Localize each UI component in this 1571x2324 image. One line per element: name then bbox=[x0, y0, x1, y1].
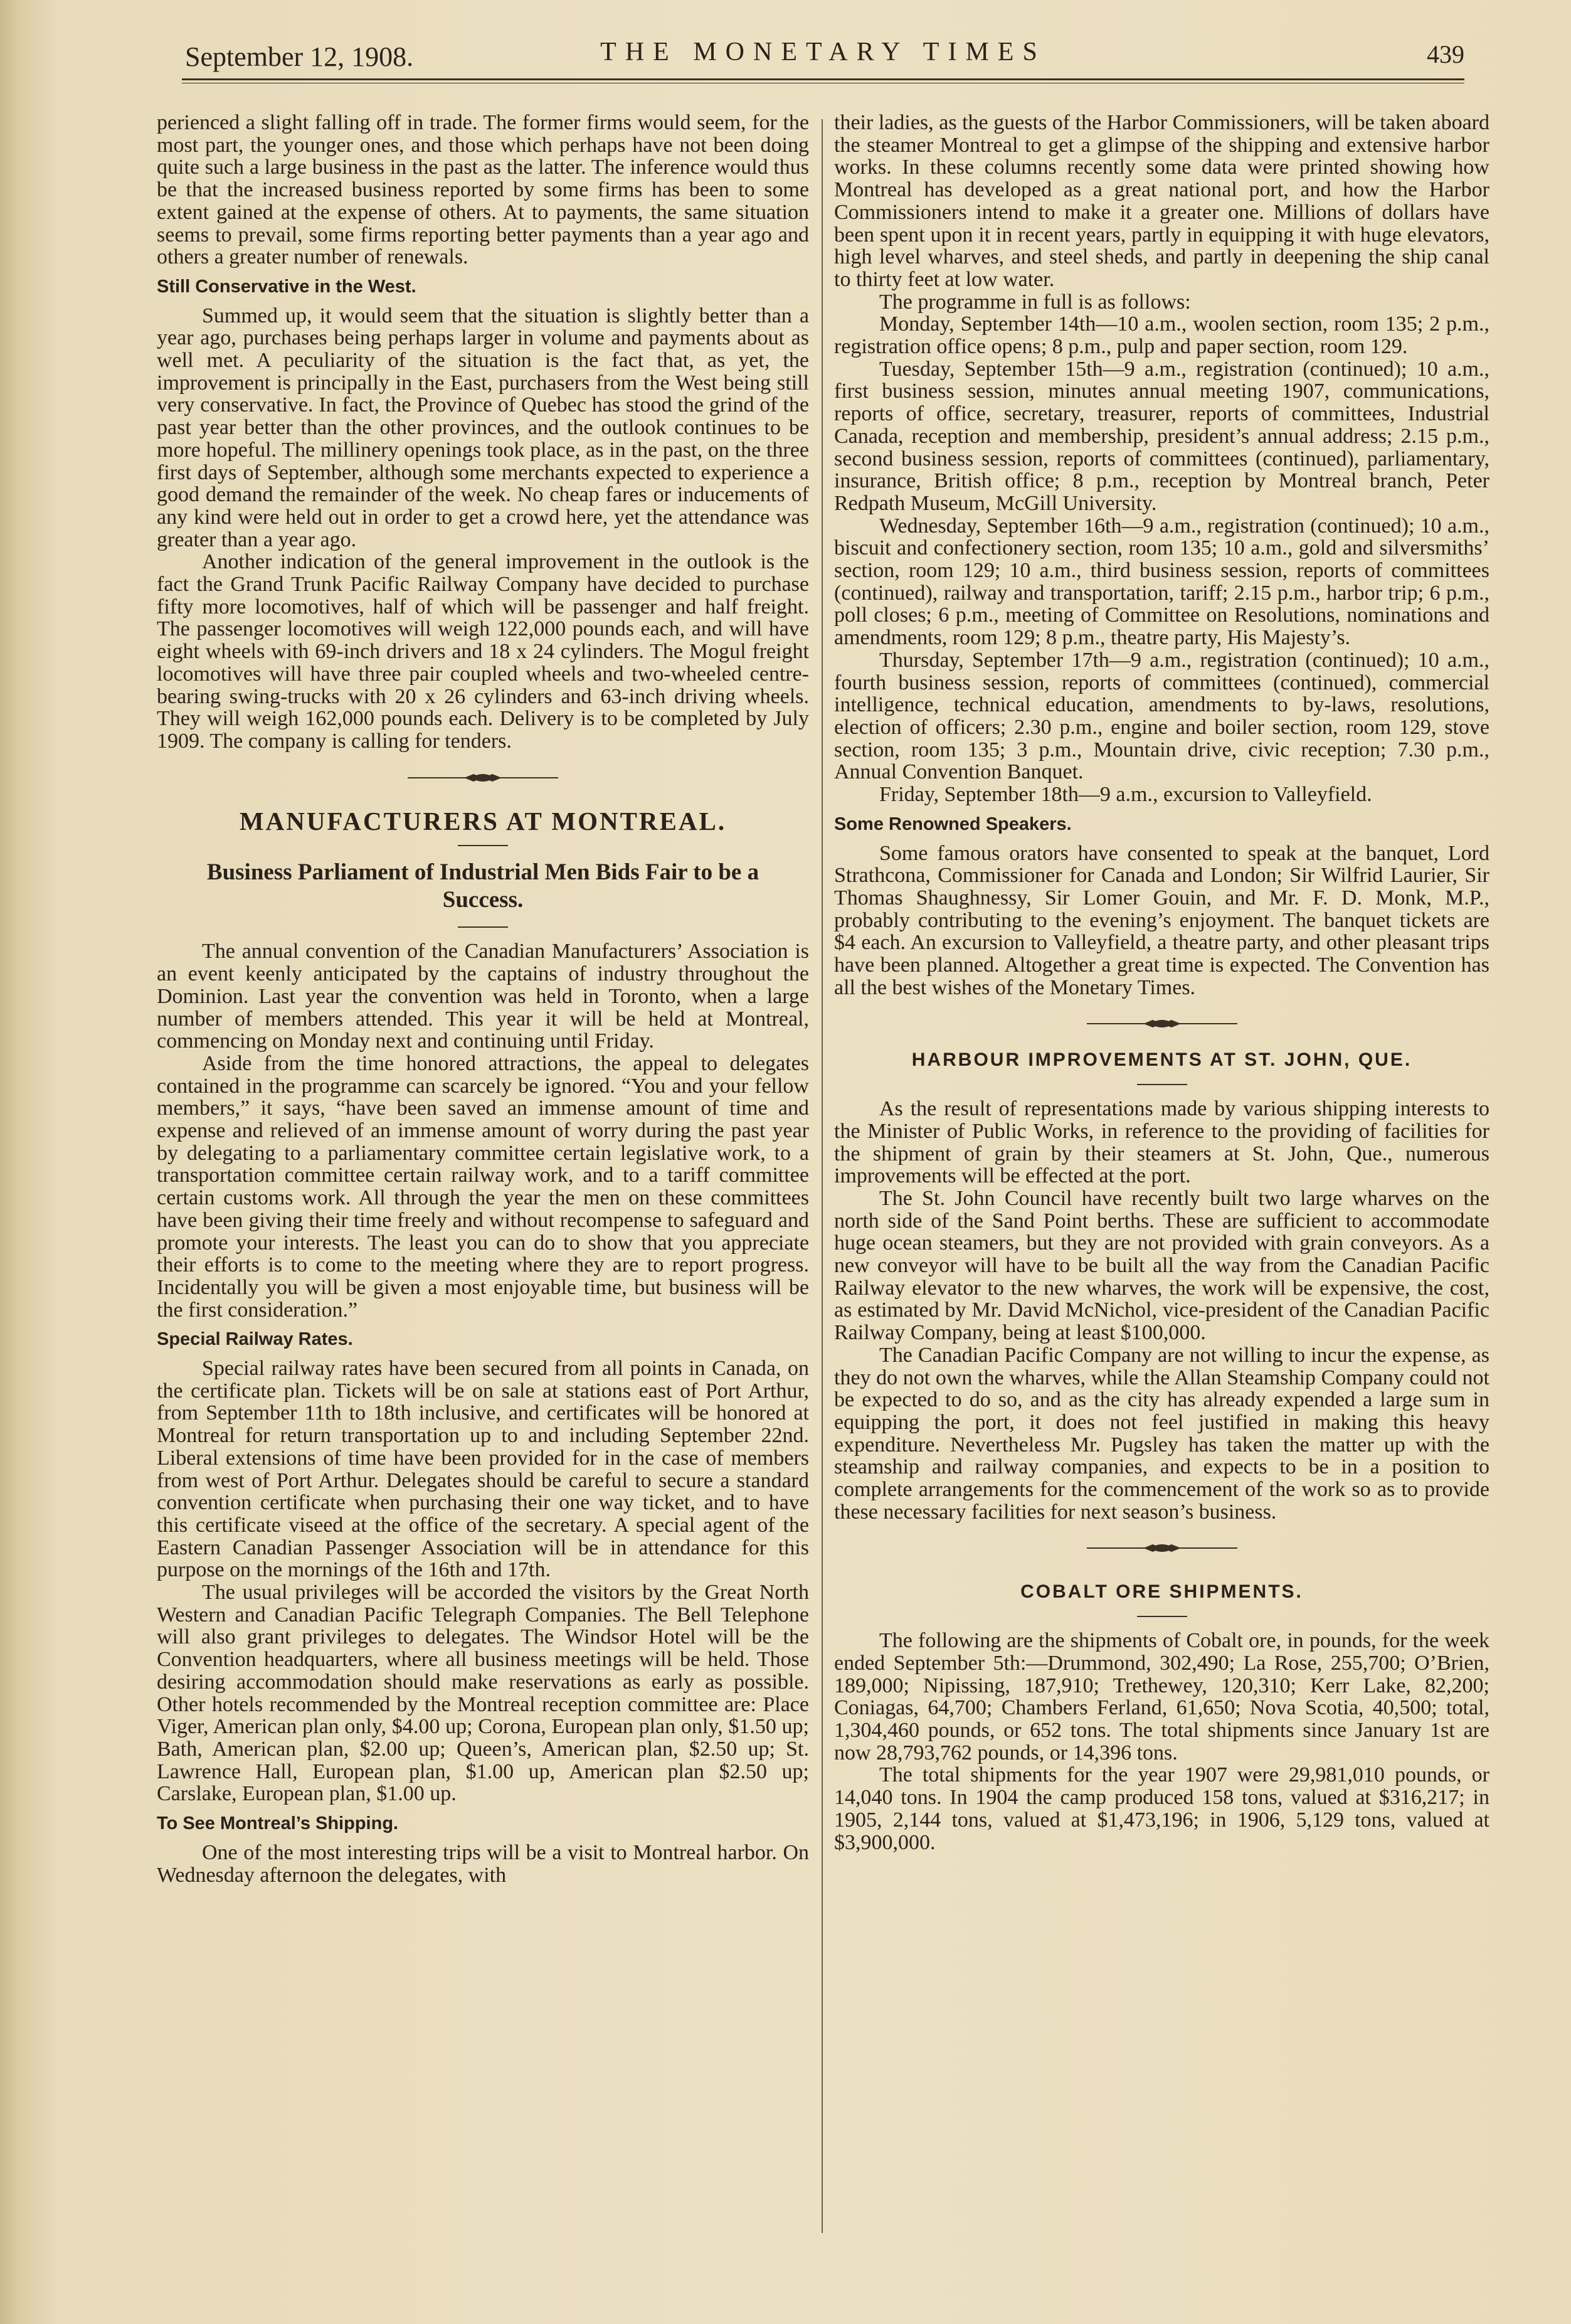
page-number: 439 bbox=[1427, 40, 1464, 68]
column-divider bbox=[822, 119, 823, 2233]
cobalt-article-title: COBALT ORE SHIPMENTS. bbox=[1020, 1581, 1303, 1603]
page-header bbox=[182, 34, 1464, 78]
paragraph: perienced a slight falling off in trade. The former firms would seem, for the most part, the younger ones, and those which perhaps have not been doing quite such a large business in the past as the latter. The inference would thus be that the increased business reported by some firms has been to some extent gained at the expense of others. At to payments, the same situation seems to prevail, some firms reporting better payments than a year ago and others a greater number of renewals. bbox=[157, 111, 809, 269]
paragraph: Wednesday, September 16th—9 a.m., registration (continued); 10 a.m., biscuit and confectionery section, room 135; 10 a.m., gold and silversmiths’ section, room 129; 10 a.m., third business session, reports of committees (continued), railway and transportation, tariff; 2.15 p.m., harbor trip; 6 p.m., poll closes; 6 p.m., meeting of Committee on Resolutions, nominations and amendments, room 129; 8 p.m., theatre party, His Majesty’s. bbox=[834, 514, 1489, 650]
harbour-article-title: HARBOUR IMPROVEMENTS AT ST. JOHN, QUE. bbox=[911, 1049, 1412, 1071]
paragraph: Special railway rates have been secured from all points in Canada, on the certificate plan. Tickets will be on sale at stations east of Port Arthur, from September 11th to 18th inclusive, and certificates will be honored at Montreal for return transportation up to and including September 22nd. Liberal extensions of time have been provided for in the case of members from west of Port Arthur. Delegates should be careful to secure a standard convention certificate when purchasing their one way ticket, and to have this certificate viseed at the office of the secretary. A special agent of the Eastern Canadian Passenger Association will be in attendance for this purpose on the mornings of the 16th and 17th. bbox=[157, 1357, 809, 1582]
subheading-rates: Special Railway Rates. bbox=[157, 1329, 353, 1350]
issue-date: September 12, 1908. bbox=[185, 41, 414, 72]
paragraph: As the result of representations made by various shipping interests to the Minister of Public Works, in reference to the providing of facilities for the shipment of grain by their steamers at St. John, Que., numerous improvements will be effected at the port. bbox=[834, 1097, 1489, 1188]
paragraph: The programme in full is as follows: bbox=[879, 290, 1191, 314]
paragraph: The Canadian Pacific Company are not willing to incur the expense, as they do not own the wharves, while the Allan Steamship Company could not be expected to do so, and as the city has already expended a large sum in equipping the port, it does not feel justified in making this heavy expenditure. Nevertheless Mr. Pugsley has taken the matter up with the steamship and railway companies, and expects to be in a position to complete arrangements for the commencement of the work so as to provide these necessary facilities for next season’s business. bbox=[834, 1343, 1489, 1524]
title-rule bbox=[1137, 1616, 1187, 1617]
right-column bbox=[834, 112, 1489, 1854]
paragraph: One of the most interesting trips will be a visit to Montreal harbor. On Wednesday afternoon the delegates, with bbox=[157, 1840, 809, 1887]
ornament-divider bbox=[834, 1537, 1489, 1556]
subheading-shipping: To See Montreal’s Shipping. bbox=[157, 1813, 399, 1834]
article-title: MANUFACTURERS AT MONTREAL. bbox=[239, 806, 727, 836]
paragraph: Tuesday, September 15th—9 a.m., registration (continued); 10 a.m., first business session, minutes annual meeting 1907, communications, reports of office, secretary, treasurer, reports of committees, Industrial Canada, reception and membership, president’s annual address; 2.15 p.m., second business session, reports of committees (continued), parliamentary, insurance, British office; 8 p.m., reception by Montreal branch, Peter Redpath Museum, McGill University. bbox=[834, 357, 1489, 515]
header-rule-top bbox=[182, 78, 1464, 80]
paragraph: The annual convention of the Canadian Manufacturers’ Association is an event keenly anticipated by the captains of industry throughout the Dominion. Last year the convention was held in Toronto, when a large number of members attended. This year it will be held at Montreal, commencing on Monday next and continuing until Friday. bbox=[157, 940, 809, 1053]
paragraph: The usual privileges will be accorded the visitors by the Great North Western and Canadian Pacific Telegraph Companies. The Bell Telephone will also grant privileges to delegates. The Windsor Hotel will be the Convention headquarters, where all business meetings will be held. Those desiring accommodation should make reservations as early as possible. Other hotels recommended by the Montreal reception committee are: Place Viger, American plan only, $4.00 up; Corona, European plan only, $1.50 up; Bath, American plan, $2.00 up; Queen’s, American plan, $2.50 up; St. Lawrence Hall, European plan, $1.00 up, American plan $2.50 up; Carslake, European plan, $1.00 up. bbox=[157, 1581, 809, 1806]
title-rule bbox=[458, 845, 508, 846]
paragraph: The following are the shipments of Cobalt ore, in pounds, for the week ended September 5th:—Drummond, 302,490; La Rose, 255,700; O’Brien, 189,000; Nipissing, 187,910; Trethewey, 120,310; Kerr Lake, 82,200; Coniagas, 64,700; Chambers Ferland, 61,650; Nova Scotia, 40,500; total, 1,304,460 pounds, or 652 tons. The total shipments since January 1st are now 28,793,762 pounds, or 14,396 tons. bbox=[834, 1629, 1489, 1764]
paragraph: Monday, September 14th—10 a.m., woolen section, room 135; 2 p.m., registration office opens; 8 p.m., pulp and paper section, room 129. bbox=[834, 312, 1489, 359]
paragraph: The total shipments for the year 1907 were 29,981,010 pounds, or 14,040 tons. In 1904 the camp produced 158 tons, valued at $316,217; in 1905, 2,144 tons, valued at $1,473,196; in 1906, 5,129 tons, valued at $3,900,000. bbox=[834, 1763, 1489, 1854]
paragraph: Some famous orators have consented to speak at the banquet, Lord Strathcona, Commissioner for Canada and London; Sir Wilfrid Laurier, Sir Thomas Shaughnessy, Sir Lomer Gouin, and Mr. F. D. Monk, M.P., probably contributing to the evening’s enjoyment. The banquet tickets are $4 each. An excursion to Valleyfield, a theatre party, and other pleasant trips have been planned. Altogether a great time is expected. The Convention has all the best wishes of the Monetary Times. bbox=[834, 841, 1489, 999]
dek-rule bbox=[458, 926, 508, 928]
paragraph: The St. John Council have recently built two large wharves on the north side of the Sand Point berths. These are sufficient to accommodate huge ocean steamers, but they are not provided with grain conveyors. As a new conveyor will have to be built all the way from the Canadian Pacific Railway elevator to the new wharves, the work will be expensive, the cost, as estimated by Mr. David McNichol, vice-president of the Canadian Pacific Railway Company, being at least $100,000. bbox=[834, 1186, 1489, 1345]
paragraph: their ladies, as the guests of the Harbor Commissioners, will be taken aboard the steamer Montreal to get a glimpse of the shipping and extensive harbor works. In these columns recently some data were printed showing how Montreal has developed as a great national port, and how the Harbor Commissioners intend to make it a greater one. Millions of dollars have been spent upon it in recent years, partly in equipping it with huge elevators, high level wharves, and steel sheds, and partly in deepening the ship canal to thirty feet at low water. bbox=[834, 111, 1489, 291]
ornament-divider bbox=[834, 1012, 1489, 1031]
subheading-speakers: Some Renowned Speakers. bbox=[834, 814, 1072, 834]
publication-title: THE MONETARY TIMES bbox=[600, 38, 1046, 66]
paragraph: Summed up, it would seem that the situation is slightly better than a year ago, purchases being perhaps larger in volume and payments about as well met. A peculiarity of the situation is the fact that, as yet, the improvement is principally in the East, purchasers from the West being still very conservative. In fact, the Province of Quebec has stood the grind of the past year better than the other provinces, and the outlook continues to be more hopeful. The millinery openings took place, as in the past, on the three first days of September, although some merchants expected to experience a good demand the remainder of the week. No cheap fares or inducements of any kind were held out in order to get a crowd here, yet the attendance was greater than a year ago. bbox=[157, 304, 809, 551]
ornament-divider bbox=[157, 767, 809, 785]
paragraph: Aside from the time honored attractions, the appeal to delegates contained in the programme can scarcely be ignored. “You and your fellow members,” it says, “have been saved an immense amount of time and expense and relieved of an immense amount of worry during the past year by delegating to a parliamentary committee certain legislative work, to a transportation committee certain railway work, and to a tariff committee certain customs work. All through the year the men on these committees have been giving their time freely and without recompense to safeguard and promote your interests. The least you can do to show that you appreciate their efforts is to come to the meeting where they are to report progress. Incidentally you will be given a most enjoyable time, but business will be the first consideration.” bbox=[157, 1051, 809, 1322]
subheading-west: Still Conservative in the West. bbox=[157, 276, 416, 297]
paragraph: Thursday, September 17th—9 a.m., registration (continued); 10 a.m., fourth business session, reports of committees (continued), commercial intelligence, technical education, amendments to by-laws, resolutions, election of officers; 2.30 p.m., engine and boiler section, room 129, stove section, room 135; 3 p.m., Mountain drive, civic reception; 7.30 p.m., Annual Convention Banquet. bbox=[834, 648, 1489, 784]
paragraph: Another indication of the general improvement in the outlook is the fact the Grand Trunk Pacific Railway Company have decided to purchase fifty more locomotives, half of which will be passenger and half freight. The passenger locomotives will weigh 122,000 pounds each, and will have eight wheels with 69-inch drivers and 18 x 24 cylinders. The Mogul freight locomotives will have three pair coupled wheels and two-wheeled centre-bearing swing-trucks with 20 x 26 cylinders and 63-inch driving wheels. They will weigh 162,000 pounds each. Delivery is to be completed by July 1909. The company is calling for tenders. bbox=[157, 550, 809, 753]
left-column bbox=[157, 112, 809, 1886]
article-dek: Business Parliament of Industrial Men Bids Fair to be a Success. bbox=[206, 859, 759, 913]
paragraph: Friday, September 18th—9 a.m., excursion to Valleyfield. bbox=[879, 783, 1372, 807]
title-rule bbox=[1137, 1084, 1187, 1085]
